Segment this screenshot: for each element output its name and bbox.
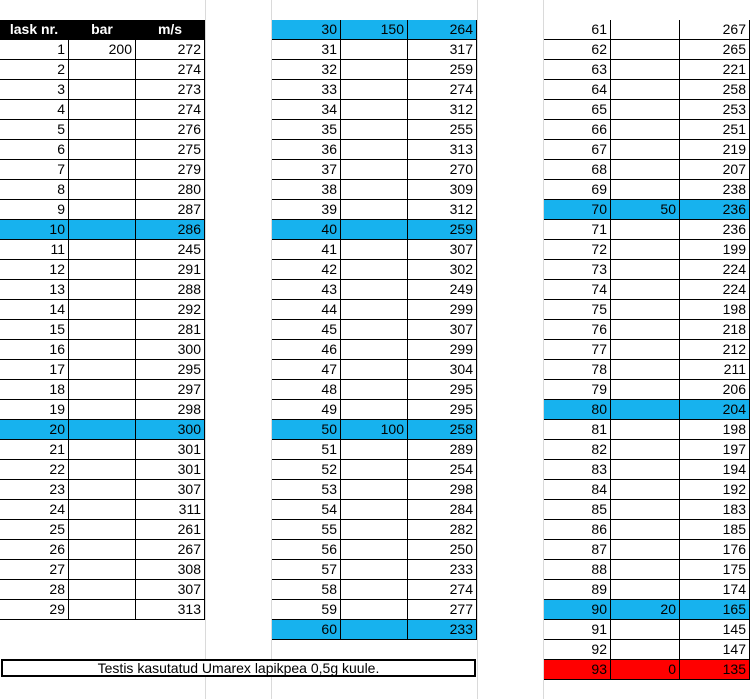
pressure-cell[interactable] (611, 340, 680, 360)
pressure-cell[interactable] (341, 260, 408, 280)
velocity-cell[interactable]: 317 (408, 40, 477, 60)
velocity-cell[interactable]: 308 (136, 560, 205, 580)
pressure-cell[interactable] (69, 280, 136, 300)
shot-number-cell[interactable]: 37 (272, 160, 341, 180)
velocity-cell[interactable]: 301 (136, 460, 205, 480)
pressure-cell[interactable] (341, 320, 408, 340)
pressure-cell[interactable] (341, 520, 408, 540)
pressure-cell[interactable] (611, 140, 680, 160)
shot-number-cell[interactable]: 5 (0, 120, 69, 140)
velocity-cell[interactable]: 307 (136, 480, 205, 500)
shot-number-cell[interactable]: 18 (0, 380, 69, 400)
velocity-cell[interactable]: 299 (408, 340, 477, 360)
velocity-cell[interactable]: 251 (680, 120, 750, 140)
velocity-cell[interactable]: 185 (680, 520, 750, 540)
shot-number-header: lask nr. (0, 20, 69, 40)
pressure-cell[interactable] (341, 480, 408, 500)
velocity-cell[interactable]: 233 (408, 560, 477, 580)
shot-number-cell[interactable]: 2 (0, 60, 69, 80)
velocity-cell[interactable]: 312 (408, 200, 477, 220)
velocity-cell[interactable]: 218 (680, 320, 750, 340)
pressure-cell[interactable] (69, 420, 136, 440)
velocity-cell[interactable]: 211 (680, 360, 750, 380)
shot-number-cell[interactable]: 46 (272, 340, 341, 360)
velocity-cell[interactable]: 295 (136, 360, 205, 380)
velocity-cell[interactable]: 302 (408, 260, 477, 280)
pressure-cell[interactable] (69, 220, 136, 240)
shot-number-cell[interactable]: 6 (0, 140, 69, 160)
velocity-cell[interactable]: 145 (680, 620, 750, 640)
velocity-cell[interactable]: 304 (408, 360, 477, 380)
shot-number-cell[interactable]: 68 (544, 160, 611, 180)
pressure-cell[interactable] (341, 100, 408, 120)
shot-number-cell[interactable]: 74 (544, 280, 611, 300)
velocity-header: m/s (136, 20, 205, 40)
pressure-cell[interactable] (341, 540, 408, 560)
pressure-cell[interactable] (611, 500, 680, 520)
velocity-cell[interactable]: 174 (680, 580, 750, 600)
pressure-cell[interactable] (69, 100, 136, 120)
pressure-cell[interactable] (69, 200, 136, 220)
pressure-cell[interactable] (69, 260, 136, 280)
shot-number-cell[interactable]: 86 (544, 520, 611, 540)
shot-number-cell[interactable]: 4 (0, 100, 69, 120)
velocity-cell[interactable]: 274 (136, 100, 205, 120)
velocity-cell[interactable]: 265 (680, 40, 750, 60)
shot-number-cell[interactable]: 89 (544, 580, 611, 600)
velocity-cell[interactable]: 282 (408, 520, 477, 540)
pressure-cell[interactable] (341, 360, 408, 380)
shot-number-cell[interactable]: 7 (0, 160, 69, 180)
pressure-cell[interactable] (341, 80, 408, 100)
shot-number-cell[interactable]: 77 (544, 340, 611, 360)
pressure-cell[interactable] (69, 340, 136, 360)
pressure-cell[interactable] (611, 80, 680, 100)
pressure-cell[interactable] (69, 120, 136, 140)
pressure-cell[interactable] (611, 580, 680, 600)
pressure-cell[interactable] (611, 380, 680, 400)
pressure-cell[interactable] (69, 60, 136, 80)
shot-number-cell[interactable]: 60 (272, 620, 341, 640)
pressure-cell[interactable] (341, 500, 408, 520)
shot-number-cell[interactable]: 64 (544, 80, 611, 100)
velocity-cell[interactable]: 291 (136, 260, 205, 280)
pressure-cell[interactable] (611, 180, 680, 200)
pressure-cell[interactable] (69, 180, 136, 200)
pressure-cell[interactable] (341, 340, 408, 360)
shot-number-cell[interactable]: 56 (272, 540, 341, 560)
velocity-cell[interactable]: 270 (408, 160, 477, 180)
shot-number-cell[interactable]: 40 (272, 220, 341, 240)
velocity-cell[interactable]: 175 (680, 560, 750, 580)
velocity-cell[interactable]: 300 (136, 340, 205, 360)
velocity-cell[interactable]: 204 (680, 400, 750, 420)
velocity-cell[interactable]: 273 (136, 80, 205, 100)
shot-number-cell[interactable]: 81 (544, 420, 611, 440)
velocity-cell[interactable]: 258 (680, 80, 750, 100)
pressure-cell[interactable] (69, 140, 136, 160)
pressure-cell[interactable] (341, 280, 408, 300)
pressure-cell[interactable] (611, 300, 680, 320)
velocity-cell[interactable]: 274 (136, 60, 205, 80)
pressure-cell[interactable] (611, 60, 680, 80)
shot-number-cell[interactable]: 79 (544, 380, 611, 400)
velocity-cell[interactable]: 253 (680, 100, 750, 120)
shot-number-cell[interactable]: 54 (272, 500, 341, 520)
velocity-cell[interactable]: 295 (408, 380, 477, 400)
velocity-cell[interactable]: 261 (136, 520, 205, 540)
pressure-cell[interactable] (69, 460, 136, 480)
velocity-cell[interactable]: 307 (136, 580, 205, 600)
velocity-cell[interactable]: 311 (136, 500, 205, 520)
shot-number-cell[interactable]: 70 (544, 200, 611, 220)
velocity-cell[interactable]: 309 (408, 180, 477, 200)
pressure-cell[interactable] (341, 160, 408, 180)
velocity-cell[interactable]: 295 (408, 400, 477, 420)
pressure-cell[interactable] (611, 120, 680, 140)
velocity-cell[interactable]: 198 (680, 300, 750, 320)
shot-number-cell[interactable]: 10 (0, 220, 69, 240)
shot-number-cell[interactable]: 75 (544, 300, 611, 320)
shot-number-cell[interactable]: 26 (0, 540, 69, 560)
velocity-cell[interactable]: 135 (680, 660, 750, 680)
pressure-cell[interactable] (69, 560, 136, 580)
pressure-cell[interactable] (611, 540, 680, 560)
pressure-cell[interactable] (341, 380, 408, 400)
shot-number-cell[interactable]: 72 (544, 240, 611, 260)
pressure-cell[interactable] (611, 520, 680, 540)
velocity-cell[interactable]: 258 (408, 420, 477, 440)
shot-number-cell[interactable]: 1 (0, 40, 69, 60)
velocity-cell[interactable]: 219 (680, 140, 750, 160)
shot-number-cell[interactable]: 21 (0, 440, 69, 460)
pressure-cell[interactable] (69, 240, 136, 260)
shot-number-cell[interactable]: 24 (0, 500, 69, 520)
shot-number-cell[interactable]: 41 (272, 240, 341, 260)
pressure-cell[interactable] (341, 580, 408, 600)
velocity-cell[interactable]: 259 (408, 60, 477, 80)
velocity-cell[interactable]: 198 (680, 420, 750, 440)
shot-number-cell[interactable]: 35 (272, 120, 341, 140)
pressure-cell[interactable] (341, 60, 408, 80)
shot-number-cell[interactable]: 15 (0, 320, 69, 340)
pressure-cell[interactable] (611, 220, 680, 240)
velocity-cell[interactable]: 276 (136, 120, 205, 140)
shot-number-cell[interactable]: 83 (544, 460, 611, 480)
pressure-cell[interactable] (69, 400, 136, 420)
pressure-cell[interactable] (69, 160, 136, 180)
pressure-cell[interactable] (341, 200, 408, 220)
shot-number-cell[interactable]: 23 (0, 480, 69, 500)
pressure-cell[interactable] (341, 440, 408, 460)
shot-number-cell[interactable]: 92 (544, 640, 611, 660)
shot-number-cell[interactable]: 50 (272, 420, 341, 440)
shot-number-cell[interactable]: 12 (0, 260, 69, 280)
shot-number-cell[interactable]: 16 (0, 340, 69, 360)
velocity-cell[interactable]: 297 (136, 380, 205, 400)
velocity-cell[interactable]: 281 (136, 320, 205, 340)
shot-number-cell[interactable]: 52 (272, 460, 341, 480)
velocity-cell[interactable]: 254 (408, 460, 477, 480)
shot-number-cell[interactable]: 55 (272, 520, 341, 540)
shot-number-cell[interactable]: 87 (544, 540, 611, 560)
velocity-cell[interactable]: 280 (136, 180, 205, 200)
velocity-cell[interactable]: 289 (408, 440, 477, 460)
pressure-cell[interactable]: 20 (611, 600, 680, 620)
velocity-cell[interactable]: 197 (680, 440, 750, 460)
pressure-cell[interactable] (341, 300, 408, 320)
shot-number-cell[interactable]: 17 (0, 360, 69, 380)
pressure-cell[interactable] (69, 580, 136, 600)
pressure-cell[interactable] (611, 460, 680, 480)
velocity-cell[interactable]: 313 (136, 600, 205, 620)
pressure-cell[interactable] (611, 440, 680, 460)
velocity-cell[interactable]: 277 (408, 600, 477, 620)
pressure-cell[interactable] (611, 20, 680, 40)
shot-number-cell[interactable]: 51 (272, 440, 341, 460)
velocity-cell[interactable]: 236 (680, 220, 750, 240)
shot-number-cell[interactable]: 30 (272, 20, 341, 40)
pressure-cell[interactable] (69, 80, 136, 100)
shot-number-cell[interactable]: 78 (544, 360, 611, 380)
pressure-cell[interactable] (611, 320, 680, 340)
shot-number-cell[interactable]: 47 (272, 360, 341, 380)
shot-number-cell[interactable]: 45 (272, 320, 341, 340)
velocity-cell[interactable]: 207 (680, 160, 750, 180)
pressure-cell[interactable]: 0 (611, 660, 680, 680)
velocity-cell[interactable]: 147 (680, 640, 750, 660)
shot-number-cell[interactable]: 48 (272, 380, 341, 400)
pressure-cell[interactable] (69, 380, 136, 400)
shot-number-cell[interactable]: 53 (272, 480, 341, 500)
shot-number-cell[interactable]: 11 (0, 240, 69, 260)
velocity-cell[interactable]: 298 (136, 400, 205, 420)
shot-number-cell[interactable]: 36 (272, 140, 341, 160)
velocity-cell[interactable]: 249 (408, 280, 477, 300)
pressure-cell[interactable] (69, 480, 136, 500)
shot-number-cell[interactable]: 73 (544, 260, 611, 280)
velocity-cell[interactable]: 275 (136, 140, 205, 160)
pressure-cell[interactable] (611, 360, 680, 380)
shot-number-cell[interactable]: 43 (272, 280, 341, 300)
shot-number-cell[interactable]: 67 (544, 140, 611, 160)
pressure-cell[interactable] (69, 440, 136, 460)
shot-number-cell[interactable]: 82 (544, 440, 611, 460)
velocity-cell[interactable]: 312 (408, 100, 477, 120)
shot-number-cell[interactable]: 49 (272, 400, 341, 420)
pressure-cell[interactable] (341, 560, 408, 580)
pressure-cell[interactable] (69, 300, 136, 320)
pressure-header: bar (69, 20, 136, 40)
pressure-cell[interactable] (341, 40, 408, 60)
velocity-cell[interactable]: 192 (680, 480, 750, 500)
velocity-cell[interactable]: 274 (408, 580, 477, 600)
pressure-cell[interactable] (611, 40, 680, 60)
velocity-cell[interactable]: 221 (680, 60, 750, 80)
velocity-cell[interactable]: 307 (408, 240, 477, 260)
shot-number-cell[interactable]: 9 (0, 200, 69, 220)
shot-number-cell[interactable]: 33 (272, 80, 341, 100)
pressure-cell[interactable] (611, 420, 680, 440)
pressure-cell[interactable] (611, 260, 680, 280)
pressure-cell[interactable] (69, 520, 136, 540)
pressure-cell[interactable] (611, 240, 680, 260)
shot-number-cell[interactable]: 59 (272, 600, 341, 620)
velocity-cell[interactable]: 287 (136, 200, 205, 220)
shot-number-cell[interactable]: 31 (272, 40, 341, 60)
shot-number-cell[interactable]: 90 (544, 600, 611, 620)
velocity-cell[interactable]: 301 (136, 440, 205, 460)
velocity-cell[interactable]: 245 (136, 240, 205, 260)
velocity-cell[interactable]: 206 (680, 380, 750, 400)
velocity-cell[interactable]: 233 (408, 620, 477, 640)
pressure-cell[interactable]: 50 (611, 200, 680, 220)
shot-number-cell[interactable]: 80 (544, 400, 611, 420)
velocity-cell[interactable]: 300 (136, 420, 205, 440)
pressure-cell[interactable] (611, 100, 680, 120)
pressure-cell[interactable] (611, 280, 680, 300)
shot-number-cell[interactable]: 19 (0, 400, 69, 420)
shot-number-cell[interactable]: 28 (0, 580, 69, 600)
pressure-cell[interactable] (341, 620, 408, 640)
pressure-cell[interactable]: 100 (341, 420, 408, 440)
velocity-cell[interactable]: 267 (136, 540, 205, 560)
velocity-cell[interactable]: 236 (680, 200, 750, 220)
velocity-cell[interactable]: 238 (680, 180, 750, 200)
velocity-cell[interactable]: 165 (680, 600, 750, 620)
shot-number-cell[interactable]: 3 (0, 80, 69, 100)
velocity-cell[interactable]: 264 (408, 20, 477, 40)
shot-number-cell[interactable]: 32 (272, 60, 341, 80)
shot-number-cell[interactable]: 88 (544, 560, 611, 580)
pressure-cell[interactable] (341, 460, 408, 480)
shot-number-cell[interactable]: 85 (544, 500, 611, 520)
velocity-cell[interactable]: 299 (408, 300, 477, 320)
pressure-cell[interactable] (611, 480, 680, 500)
pressure-cell[interactable] (69, 360, 136, 380)
pressure-cell[interactable] (341, 120, 408, 140)
velocity-cell[interactable]: 307 (408, 320, 477, 340)
velocity-cell[interactable]: 224 (680, 280, 750, 300)
shot-number-cell[interactable]: 44 (272, 300, 341, 320)
shot-number-cell[interactable]: 22 (0, 460, 69, 480)
shot-number-cell[interactable]: 20 (0, 420, 69, 440)
shot-number-cell[interactable]: 84 (544, 480, 611, 500)
pressure-cell[interactable] (341, 220, 408, 240)
velocity-cell[interactable]: 259 (408, 220, 477, 240)
shot-number-cell[interactable]: 25 (0, 520, 69, 540)
velocity-cell[interactable]: 250 (408, 540, 477, 560)
shot-number-cell[interactable]: 91 (544, 620, 611, 640)
velocity-cell[interactable]: 194 (680, 460, 750, 480)
velocity-cell[interactable]: 274 (408, 80, 477, 100)
velocity-cell[interactable]: 176 (680, 540, 750, 560)
pressure-cell[interactable] (341, 180, 408, 200)
pressure-cell[interactable] (341, 600, 408, 620)
velocity-cell[interactable]: 255 (408, 120, 477, 140)
velocity-cell[interactable]: 224 (680, 260, 750, 280)
pressure-cell[interactable] (611, 160, 680, 180)
pressure-cell[interactable] (341, 400, 408, 420)
pressure-cell[interactable] (611, 640, 680, 660)
shot-number-cell[interactable]: 69 (544, 180, 611, 200)
shot-number-cell[interactable]: 62 (544, 40, 611, 60)
shot-number-cell[interactable]: 13 (0, 280, 69, 300)
velocity-cell[interactable]: 212 (680, 340, 750, 360)
velocity-cell[interactable]: 199 (680, 240, 750, 260)
velocity-cell[interactable]: 286 (136, 220, 205, 240)
pressure-cell[interactable] (69, 500, 136, 520)
shot-number-cell[interactable]: 76 (544, 320, 611, 340)
pressure-cell[interactable] (611, 560, 680, 580)
velocity-cell[interactable]: 298 (408, 480, 477, 500)
shot-number-cell[interactable]: 57 (272, 560, 341, 580)
velocity-cell[interactable]: 279 (136, 160, 205, 180)
pressure-cell[interactable] (611, 620, 680, 640)
shot-number-cell[interactable]: 58 (272, 580, 341, 600)
shot-number-cell[interactable]: 71 (544, 220, 611, 240)
shot-number-cell[interactable]: 27 (0, 560, 69, 580)
shot-number-cell[interactable]: 61 (544, 20, 611, 40)
pressure-cell[interactable] (69, 600, 136, 620)
velocity-cell[interactable]: 288 (136, 280, 205, 300)
shot-number-cell[interactable]: 65 (544, 100, 611, 120)
pressure-cell[interactable] (341, 140, 408, 160)
shot-number-cell[interactable]: 63 (544, 60, 611, 80)
velocity-cell[interactable]: 284 (408, 500, 477, 520)
shot-number-cell[interactable]: 93 (544, 660, 611, 680)
shot-number-cell[interactable]: 8 (0, 180, 69, 200)
note-text[interactable]: Testis kasutatud Umarex lapikpea 0,5g kuule. (1, 659, 476, 677)
shot-number-cell[interactable]: 29 (0, 600, 69, 620)
pressure-cell[interactable] (69, 320, 136, 340)
velocity-cell[interactable]: 267 (680, 20, 750, 40)
shot-number-cell[interactable]: 42 (272, 260, 341, 280)
pressure-cell[interactable] (341, 240, 408, 260)
pressure-cell[interactable] (69, 540, 136, 560)
pressure-cell[interactable]: 200 (69, 40, 136, 60)
shot-number-cell[interactable]: 39 (272, 200, 341, 220)
velocity-cell[interactable]: 313 (408, 140, 477, 160)
velocity-cell[interactable]: 183 (680, 500, 750, 520)
shot-number-cell[interactable]: 38 (272, 180, 341, 200)
pressure-cell[interactable]: 150 (341, 20, 408, 40)
velocity-cell[interactable]: 292 (136, 300, 205, 320)
velocity-cell[interactable]: 272 (136, 40, 205, 60)
shot-number-cell[interactable]: 66 (544, 120, 611, 140)
shot-number-cell[interactable]: 34 (272, 100, 341, 120)
pressure-cell[interactable] (611, 400, 680, 420)
shot-number-cell[interactable]: 14 (0, 300, 69, 320)
